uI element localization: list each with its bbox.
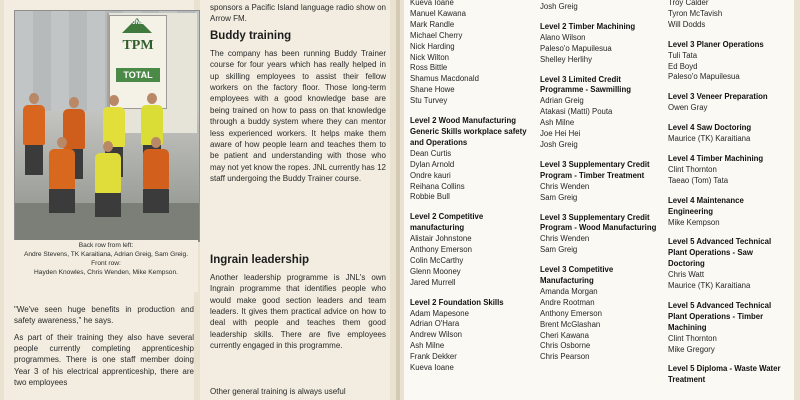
sign-top-text: JNL — [132, 20, 144, 26]
qualification-level-heading: Level 3 Limited Credit Programme - Sawmilling — [540, 74, 631, 95]
caption-line: Back row from left: — [78, 242, 134, 249]
trainee-name: Mike Gregory — [668, 344, 715, 354]
trainee-name: Jared Murrell — [410, 277, 456, 287]
trainee-name: Ondre kauri — [410, 170, 451, 180]
trainee-name: Owen Gray — [668, 103, 708, 113]
trainee-name: Chris Pearson — [540, 352, 590, 362]
trainee-name: Tyron McTavish — [668, 8, 723, 18]
person-figure — [49, 137, 75, 213]
trainee-name: Manuel Kawana — [410, 8, 466, 18]
apprenticeship-paragraph: As part of their training they also have several people currently completing apprenticeship programmes. There is one staff member doing Year 3 of his electrical apprenticeship, there are two employees — [14, 333, 194, 387]
trainee-name: Alistair Johnstone — [410, 234, 472, 244]
staff-group-photo — [14, 10, 200, 242]
trainee-name: Colin McCarthy — [410, 255, 464, 265]
trainee-name: Robbie Bull — [410, 192, 450, 202]
caption-line: Hayden Knowles, Chris Wenden, Mike Kempson. — [34, 268, 178, 276]
photo-caption — [14, 240, 198, 292]
trainee-name: Josh Greig — [540, 139, 578, 149]
trainee-name: Dylan Arnold — [410, 159, 455, 169]
qualification-list-1 — [410, 0, 528, 374]
trainee-name: Nick Harding — [410, 41, 455, 51]
trainee-name: Sam Greig — [540, 192, 578, 202]
qualification-level-heading: Level 3 Planer Operations — [668, 39, 764, 49]
trainee-name: Andrew Wilson — [410, 330, 462, 340]
trainee-name: Adrian O'Hara — [410, 319, 460, 329]
trainee-name: Ross Bittle — [410, 63, 448, 73]
radio-sponsor-text: sponsors a Pacific Island language radio show on Arrow FM. — [210, 3, 386, 24]
trainee-name: Shamus Macdonald — [410, 74, 479, 84]
qualification-level-heading: Level 3 Competitive Manufacturing — [540, 265, 614, 286]
trainee-name: Sam Greig — [540, 245, 578, 255]
trainee-name: Kueva Ioane — [410, 363, 454, 373]
trainee-name: Tuli Tata — [668, 50, 698, 60]
qualification-level-heading: Level 2 Timber Machining — [540, 21, 636, 31]
qualification-level-heading: Level 3 Veneer Preparation — [668, 92, 768, 102]
trainee-name: Adam Mapesone — [410, 308, 469, 318]
trainee-name: Frank Dekker — [410, 352, 457, 362]
ingrain-leadership-heading: Ingrain leadership — [210, 254, 310, 266]
trainee-name: Ash Milne — [540, 118, 575, 128]
qualification-level-heading: Level 4 Saw Doctoring — [668, 123, 752, 133]
trainee-name: Paleso'o Mapuilesua — [668, 72, 740, 82]
qualification-level-heading: Level 2 Wood Manufacturing Generic Skills workplace safety and Operations — [410, 116, 527, 147]
qualification-level-heading: Level 5 Advanced Technical Plant Operations - Timber Machining — [668, 300, 772, 332]
column-divider — [396, 0, 400, 400]
trainee-name: Atakasi (Matti) Pouta — [540, 107, 613, 117]
qualification-list-3 — [668, 0, 788, 386]
sign-sub-text: TOTAL — [116, 68, 160, 82]
trainee-name: Nick Wilton — [410, 52, 449, 62]
trainee-name: Anthony Emerson — [410, 245, 472, 255]
person-figure — [143, 137, 169, 213]
ingrain-leadership-paragraph: Another leadership programme is JNL's own Ingrain programme that identifies people who would make good section leaders and team leaders. It gives them practical advice on how to deal with people and teaches them good leadership skills. There are five employees currently engaged in this programme. — [210, 273, 386, 351]
qualification-level-heading: Level 2 Competitive manufacturing — [410, 212, 484, 233]
buddy-training-heading: Buddy training — [210, 30, 292, 42]
general-training-paragraph: Other general training is always useful — [210, 387, 346, 396]
caption-line: Front row: — [91, 259, 121, 267]
trainee-name: Ash Milne — [410, 341, 445, 351]
buddy-training-paragraph: The company has been running Buddy Trainer course for four years which has really helped in up skilling employees to assist their fellow workers on the factory floor. Those long-term employees with a good knowledge base are being trained on how to pass on that knowledge through a buddy system where they can mentor less experienced workers. It helps make them aware of how people learn and teaches them to be patient and understanding with those who may not yet know the ropes. JNL currently has 12 staff undergoing the Buddy Trainer course. — [210, 49, 386, 183]
trainee-name: Chris Wenden — [540, 234, 590, 244]
person-figure — [23, 93, 45, 175]
trainee-name: Troy Calder — [668, 0, 709, 7]
qualification-list-2 — [540, 2, 658, 363]
trainee-name: Kueva Ioane — [410, 0, 454, 7]
trainee-name: Ed Boyd — [668, 61, 698, 71]
qualification-level-heading: Level 4 Maintenance Engineering — [668, 195, 744, 216]
trainee-name: Maurice (TK) Karaitiana — [668, 134, 751, 144]
quote-paragraph: "We've seen huge benefits in production and safety awareness," he says. — [14, 305, 194, 326]
trainee-name: Clint Thornton — [668, 164, 717, 174]
trainee-name: Andre Rootman — [540, 297, 595, 307]
qualification-level-heading: Level 3 Supplementary Credit Program - Timber Treatment — [540, 159, 650, 180]
trainee-name: Dean Curtis — [410, 148, 452, 158]
trainee-name: Shelley Herlihy — [540, 54, 593, 64]
trainee-name: Chris Watt — [668, 270, 705, 280]
sign-main-text: TPM — [122, 38, 154, 53]
trainee-name: Maurice (TK) Karaitiana — [668, 281, 751, 291]
trainee-name: Cheri Kawana — [540, 330, 589, 340]
trainee-name: Reihana Collins — [410, 181, 465, 191]
trainee-name: Stu Turvey — [410, 96, 448, 106]
trainee-name: Brent McGlashan — [540, 319, 601, 329]
person-figure — [95, 141, 121, 217]
trainee-name: Joe Hei Hei — [540, 129, 581, 139]
trainee-name: Taeao (Tom) Tata — [668, 175, 729, 185]
trainee-name: Chris Osborne — [540, 341, 591, 351]
trainee-name: Alano Wilson — [540, 32, 586, 42]
trainee-name: Glenn Mooney — [410, 266, 461, 276]
trainee-name: Chris Wenden — [540, 181, 590, 191]
qualification-level-heading: Level 5 Advanced Technical Plant Operations - Saw Doctoring — [668, 237, 772, 269]
trainee-name: Mark Randle — [410, 19, 455, 29]
qualification-level-heading: Level 4 Timber Machining — [668, 153, 764, 163]
trainee-name: Adrian Greig — [540, 96, 584, 106]
trainee-name: Will Dodds — [668, 19, 706, 29]
trainee-name: Mike Kempson — [668, 217, 720, 227]
trainee-name: Clint Thornton — [668, 333, 717, 343]
trainee-name: Anthony Emerson — [540, 308, 602, 318]
trainee-name: Josh Greig — [540, 2, 578, 11]
qualification-level-heading: Level 5 Diploma - Waste Water Treatment — [668, 364, 781, 385]
trainee-name: Paleso'o Mapuilesua — [540, 43, 612, 53]
trainee-name: Amanda Morgan — [540, 286, 598, 296]
qualification-level-heading: Level 2 Foundation Skills — [410, 297, 504, 307]
qualification-level-heading: Level 3 Supplementary Credit Program - Wood Manufacturing — [540, 212, 657, 233]
trainee-name: Michael Cherry — [410, 30, 463, 40]
trainee-name: Shane Howe — [410, 85, 455, 95]
caption-line: Andre Stevens, TK Karaitiana, Adrian Greig, Sam Greig. — [23, 250, 189, 258]
